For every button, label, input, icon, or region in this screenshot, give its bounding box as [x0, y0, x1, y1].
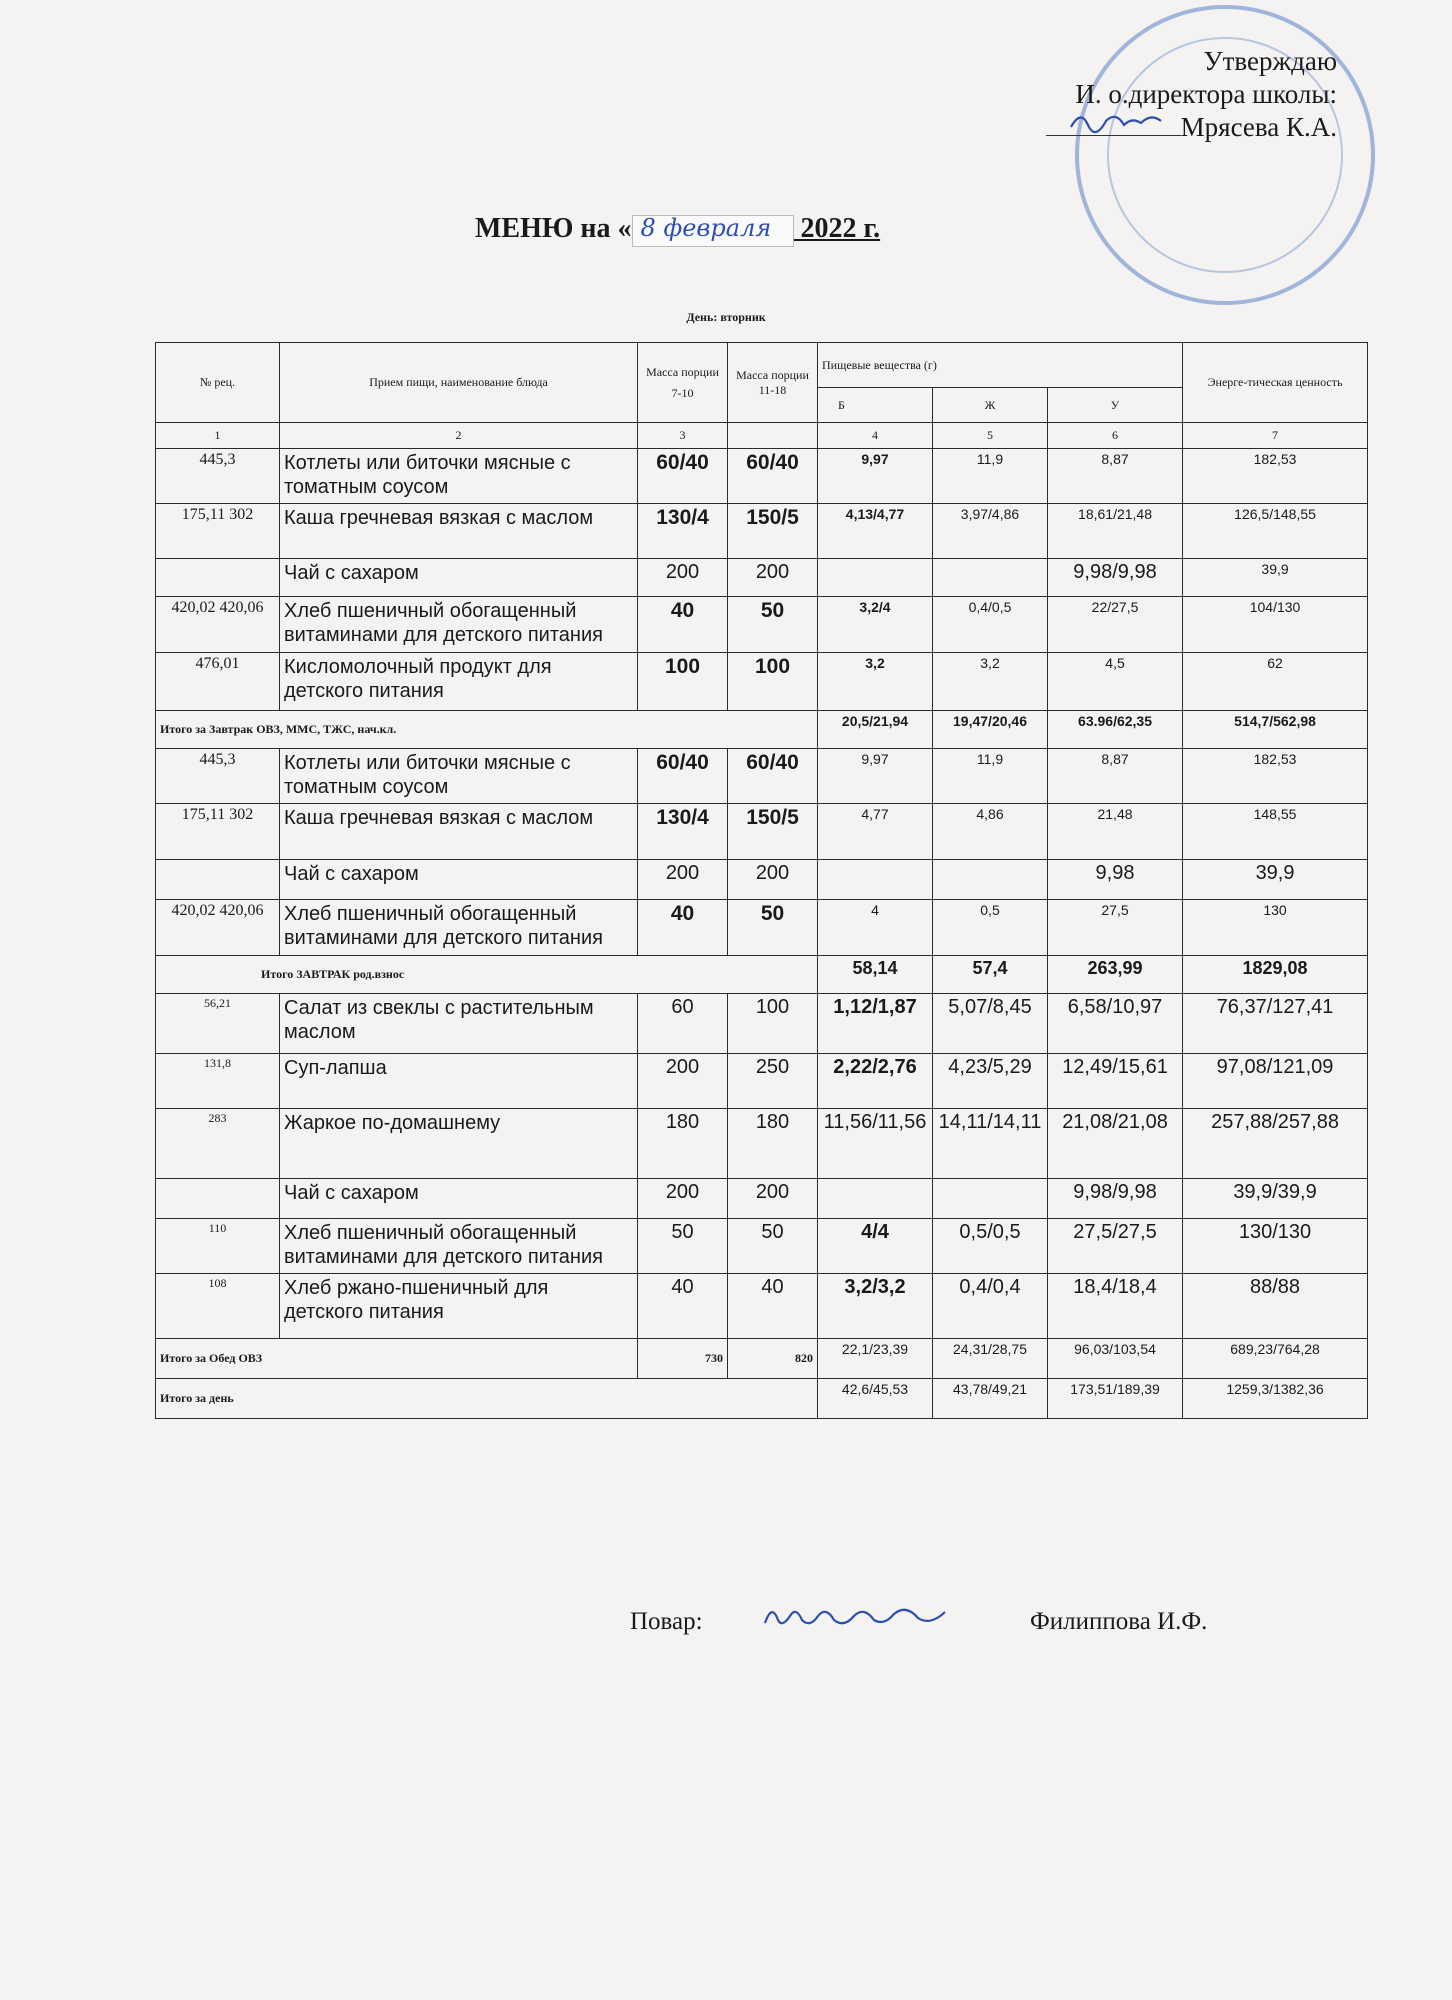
- col-nutrients: Пищевые вещества (г): [818, 343, 1183, 388]
- table-row: [156, 1219, 1368, 1274]
- mass-11-18: 40: [728, 1274, 818, 1339]
- dish-name: Каша гречневая вязкая с маслом: [280, 804, 638, 860]
- carbs: 9,98/9,98: [1048, 559, 1183, 597]
- dish-name: Котлеты или биточки мясные с томатным соусом: [280, 749, 638, 804]
- energy: 104/130: [1183, 597, 1368, 653]
- fat: 0,5/0,5: [933, 1219, 1048, 1274]
- protein: 3,2: [818, 653, 933, 711]
- fat: 57,4: [933, 956, 1048, 994]
- protein: 42,6/45,53: [818, 1379, 933, 1419]
- col-energy: Энерге-тическая ценность: [1183, 343, 1368, 423]
- mass-7-10: 40: [638, 900, 728, 956]
- col-num: 6: [1048, 423, 1183, 449]
- energy: 1829,08: [1183, 956, 1368, 994]
- mass-7-10: 40: [638, 1274, 728, 1339]
- fat: 3,97/4,86: [933, 504, 1048, 559]
- recipe-code: 175,11 302: [156, 504, 280, 559]
- recipe-code: 476,01: [156, 653, 280, 711]
- protein: 1,12/1,87: [818, 994, 933, 1054]
- approval-title: Утверждаю: [1203, 46, 1337, 76]
- table-row: [156, 449, 1368, 504]
- protein: 9,97: [818, 449, 933, 504]
- handwritten-date-text: 8 февраля: [640, 213, 772, 242]
- title-prefix: МЕНЮ на «: [475, 213, 632, 244]
- col-mass-7-10: [638, 343, 728, 423]
- day-of-week: День: вторник: [686, 310, 766, 324]
- mass-7-10: 200: [638, 559, 728, 597]
- cook-name: Филиппова И.Ф.: [1030, 1608, 1208, 1635]
- recipe-code: 108: [156, 1274, 280, 1339]
- energy: 88/88: [1183, 1274, 1368, 1339]
- carbs: 6,58/10,97: [1048, 994, 1183, 1054]
- dish-name: Кисломолочный продукт для детского питания: [280, 653, 638, 711]
- mass-7-10: 200: [638, 1179, 728, 1219]
- col-num: 7: [1183, 423, 1368, 449]
- recipe-code: 56,21: [156, 994, 280, 1054]
- table-row: [156, 1109, 1368, 1179]
- mass-7-10: 200: [638, 860, 728, 900]
- protein: 11,56/11,56: [818, 1109, 933, 1179]
- subtotal-row: [156, 1339, 1368, 1379]
- energy: 130: [1183, 900, 1368, 956]
- energy: 1259,3/1382,36: [1183, 1379, 1368, 1419]
- col-num: 4: [818, 423, 933, 449]
- protein: 4: [818, 900, 933, 956]
- dish-name: Чай с сахаром: [280, 860, 638, 900]
- fat: [933, 559, 1048, 597]
- mass-11-18: 180: [728, 1109, 818, 1179]
- table-row: [156, 1274, 1368, 1339]
- mass-11-18: 50: [728, 597, 818, 653]
- fat: 19,47/20,46: [933, 711, 1048, 749]
- table-row: [156, 504, 1368, 559]
- dish-name: Чай с сахаром: [280, 559, 638, 597]
- page-title: [475, 213, 880, 247]
- mass-11-18: 50: [728, 900, 818, 956]
- approval-block: [1046, 45, 1337, 144]
- col-num: [728, 423, 818, 449]
- mass-11-18: 200: [728, 860, 818, 900]
- table-row: [156, 749, 1368, 804]
- carbs: 9,98/9,98: [1048, 1179, 1183, 1219]
- dish-name: Чай с сахаром: [280, 1179, 638, 1219]
- protein: [818, 860, 933, 900]
- table-row: [156, 994, 1368, 1054]
- recipe-code: 131,8: [156, 1054, 280, 1109]
- mass-7-10: 100: [638, 653, 728, 711]
- mass-11-18: 60/40: [728, 749, 818, 804]
- table-row: [156, 900, 1368, 956]
- mass-7-10: 60/40: [638, 449, 728, 504]
- carbs: 22/27,5: [1048, 597, 1183, 653]
- recipe-code: [156, 559, 280, 597]
- carbs: 8,87: [1048, 749, 1183, 804]
- subtotal-label: Итого ЗАВТРАК род.взнос: [156, 956, 818, 994]
- table-row: [156, 860, 1368, 900]
- protein: 58,14: [818, 956, 933, 994]
- carbs: 263,99: [1048, 956, 1183, 994]
- table-header-row: [156, 343, 1368, 388]
- energy: 39,9/39,9: [1183, 1179, 1368, 1219]
- col-rec: № рец.: [156, 343, 280, 423]
- handwritten-date: [632, 215, 794, 247]
- carbs: 173,51/189,39: [1048, 1379, 1183, 1419]
- mass-11-18: 100: [728, 653, 818, 711]
- fat: 0,5: [933, 900, 1048, 956]
- recipe-code: 283: [156, 1109, 280, 1179]
- fat: 43,78/49,21: [933, 1379, 1048, 1419]
- dish-name: Хлеб пшеничный обогащенный витаминами для детского питания: [280, 900, 638, 956]
- recipe-code: 420,02 420,06: [156, 597, 280, 653]
- col-num: 1: [156, 423, 280, 449]
- dish-name: Хлеб пшеничный обогащенный витаминами для детского питания: [280, 1219, 638, 1274]
- col-num: 5: [933, 423, 1048, 449]
- protein: 20,5/21,94: [818, 711, 933, 749]
- dish-name: Суп-лапша: [280, 1054, 638, 1109]
- fat: 4,86: [933, 804, 1048, 860]
- fat: 0,4/0,4: [933, 1274, 1048, 1339]
- fat: 14,11/14,11: [933, 1109, 1048, 1179]
- carbs: 21,48: [1048, 804, 1183, 860]
- protein: 9,97: [818, 749, 933, 804]
- mass-7-10: 60: [638, 994, 728, 1054]
- recipe-code: 175,11 302: [156, 804, 280, 860]
- col-u: У: [1048, 388, 1183, 423]
- table-row: [156, 597, 1368, 653]
- energy: 130/130: [1183, 1219, 1368, 1274]
- fat: 0,4/0,5: [933, 597, 1048, 653]
- protein: 2,22/2,76: [818, 1054, 933, 1109]
- protein: 4,77: [818, 804, 933, 860]
- col-zh: Ж: [933, 388, 1048, 423]
- dish-name: Жаркое по-домашнему: [280, 1109, 638, 1179]
- table-row: [156, 559, 1368, 597]
- carbs: 21,08/21,08: [1048, 1109, 1183, 1179]
- dish-name: Каша гречневая вязкая с маслом: [280, 504, 638, 559]
- carbs: 63.96/62,35: [1048, 711, 1183, 749]
- mass-7-10: 200: [638, 1054, 728, 1109]
- table-row: [156, 1179, 1368, 1219]
- energy: 62: [1183, 653, 1368, 711]
- subtotal-label: Итого за Завтрак ОВЗ, ММС, ТЖС, нач.кл.: [156, 711, 818, 749]
- fat: [933, 860, 1048, 900]
- carbs: 18,61/21,48: [1048, 504, 1183, 559]
- cook-label: Повар:: [630, 1608, 703, 1635]
- subtotal-label: Итого за Обед ОВЗ: [156, 1339, 638, 1379]
- mass-7-10-total: 730: [638, 1339, 728, 1379]
- recipe-code: 445,3: [156, 449, 280, 504]
- total-label: Итого за день: [156, 1379, 818, 1419]
- dish-name: Хлеб ржано-пшеничный для детского питания: [280, 1274, 638, 1339]
- total-row: [156, 1379, 1368, 1419]
- protein: 22,1/23,39: [818, 1339, 933, 1379]
- carbs: 4,5: [1048, 653, 1183, 711]
- mass-11-18: 100: [728, 994, 818, 1054]
- fat: 3,2: [933, 653, 1048, 711]
- dish-name: Хлеб пшеничный обогащенный витаминами для детского питания: [280, 597, 638, 653]
- table-row: [156, 804, 1368, 860]
- protein: 4/4: [818, 1219, 933, 1274]
- fat: 24,31/28,75: [933, 1339, 1048, 1379]
- energy: 126,5/148,55: [1183, 504, 1368, 559]
- protein: 3,2/3,2: [818, 1274, 933, 1339]
- energy: 39,9: [1183, 860, 1368, 900]
- subtotal-row: [156, 956, 1368, 994]
- carbs: 18,4/18,4: [1048, 1274, 1183, 1339]
- subtotal-row: [156, 711, 1368, 749]
- carbs: 27,5/27,5: [1048, 1219, 1183, 1274]
- fat: [933, 1179, 1048, 1219]
- carbs: 8,87: [1048, 449, 1183, 504]
- energy: 689,23/764,28: [1183, 1339, 1368, 1379]
- director-signature: [1046, 113, 1181, 136]
- mass-11-18: 150/5: [728, 804, 818, 860]
- title-suffix: 2022 г.: [793, 213, 881, 244]
- recipe-code: 110: [156, 1219, 280, 1274]
- mass-7-10: 130/4: [638, 504, 728, 559]
- col-num: 2: [280, 423, 638, 449]
- energy: 514,7/562,98: [1183, 711, 1368, 749]
- carbs: 27,5: [1048, 900, 1183, 956]
- mass-11-18: 50: [728, 1219, 818, 1274]
- protein: [818, 1179, 933, 1219]
- energy: 39,9: [1183, 559, 1368, 597]
- table-row: [156, 653, 1368, 711]
- energy: 257,88/257,88: [1183, 1109, 1368, 1179]
- carbs: 96,03/103,54: [1048, 1339, 1183, 1379]
- mass-11-18: 200: [728, 559, 818, 597]
- recipe-code: [156, 1179, 280, 1219]
- carbs: 12,49/15,61: [1048, 1054, 1183, 1109]
- mass-7-10: 60/40: [638, 749, 728, 804]
- protein: 3,2/4: [818, 597, 933, 653]
- mass-7-10: 50: [638, 1219, 728, 1274]
- recipe-code: 420,02 420,06: [156, 900, 280, 956]
- mass-11-18: 250: [728, 1054, 818, 1109]
- director-name: Мрясева К.А.: [1180, 112, 1337, 142]
- energy: 182,53: [1183, 449, 1368, 504]
- cook-signature-icon: [760, 1598, 960, 1634]
- mass-7-10: 40: [638, 597, 728, 653]
- mass-11-18-total: 820: [728, 1339, 818, 1379]
- mass-11-18: 150/5: [728, 504, 818, 559]
- energy: 97,08/121,09: [1183, 1054, 1368, 1109]
- fat: 5,07/8,45: [933, 994, 1048, 1054]
- carbs: 9,98: [1048, 860, 1183, 900]
- protein: [818, 559, 933, 597]
- recipe-code: 445,3: [156, 749, 280, 804]
- mass-7-10: 180: [638, 1109, 728, 1179]
- col-mass-11-18: Масса порции 11-18: [728, 343, 818, 423]
- mass-7-10: 130/4: [638, 804, 728, 860]
- col-dish: Прием пищи, наименование блюда: [280, 343, 638, 423]
- dish-name: Котлеты или биточки мясные с томатным соусом: [280, 449, 638, 504]
- fat: 11,9: [933, 449, 1048, 504]
- col-b: Б: [818, 388, 933, 423]
- energy: 148,55: [1183, 804, 1368, 860]
- energy: 182,53: [1183, 749, 1368, 804]
- col-num: 3: [638, 423, 728, 449]
- signature-scribble-icon: [1066, 107, 1166, 137]
- col-mass-7-10-age: 7-10: [671, 385, 694, 400]
- column-number-row: [156, 423, 1368, 449]
- col-mass-7-10-label: Масса порции: [646, 364, 719, 379]
- mass-11-18: 200: [728, 1179, 818, 1219]
- mass-11-18: 60/40: [728, 449, 818, 504]
- menu-table: [155, 342, 1368, 1419]
- approval-position: И. о.директора школы:: [1075, 79, 1337, 109]
- protein: 4,13/4,77: [818, 504, 933, 559]
- energy: 76,37/127,41: [1183, 994, 1368, 1054]
- dish-name: Салат из свеклы с растительным маслом: [280, 994, 638, 1054]
- fat: 4,23/5,29: [933, 1054, 1048, 1109]
- table-row: [156, 1054, 1368, 1109]
- recipe-code: [156, 860, 280, 900]
- fat: 11,9: [933, 749, 1048, 804]
